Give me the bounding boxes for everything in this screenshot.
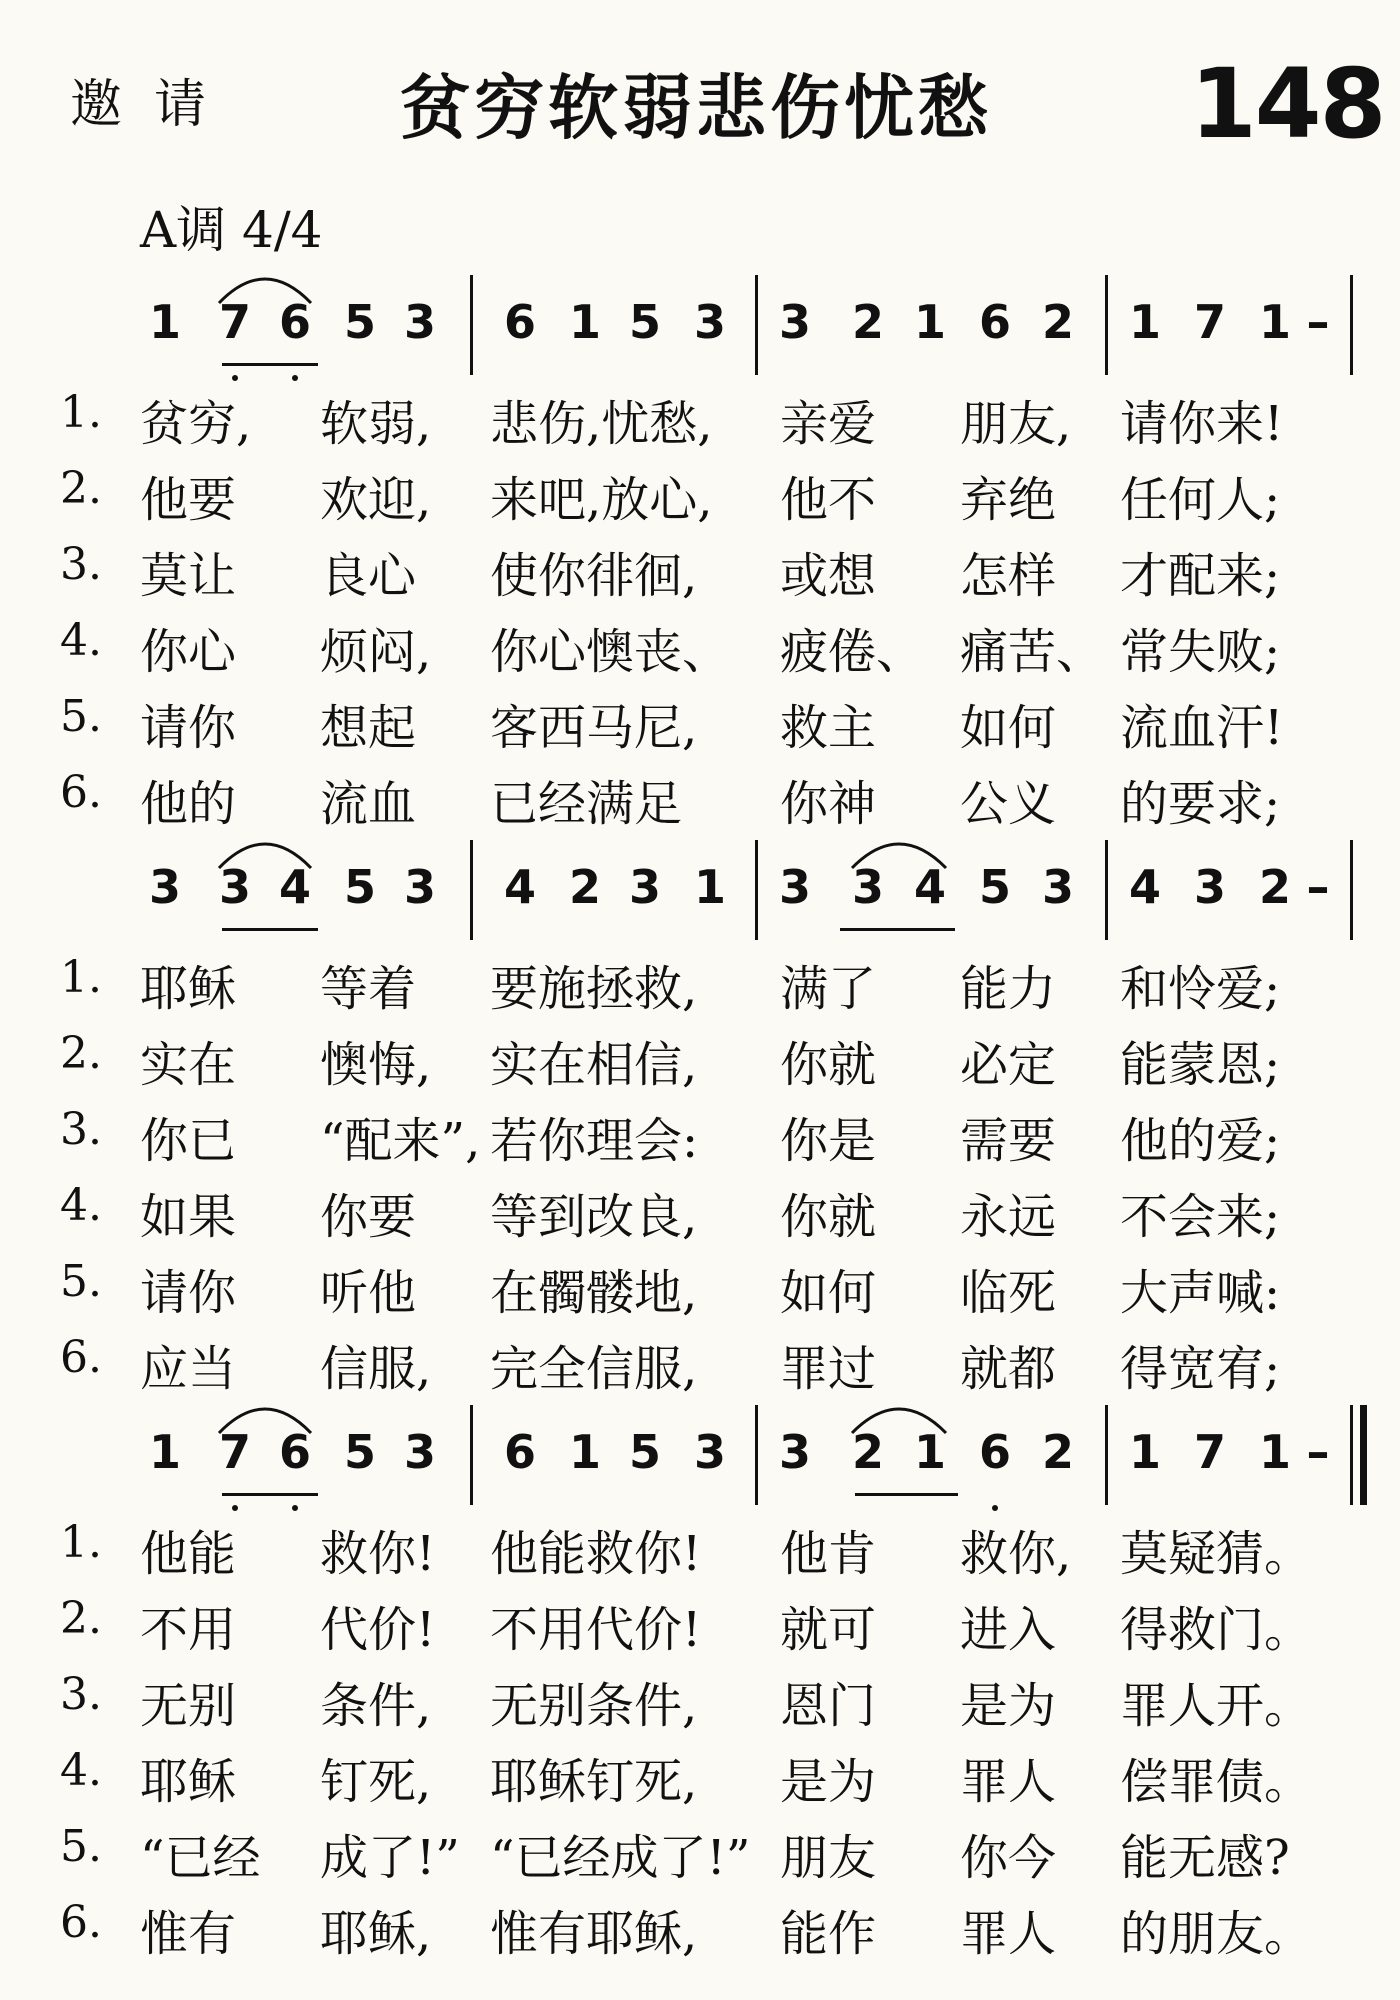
lyric-segment: 不用代价! [490,1602,702,1658]
lyric-segment: 贫穷, [140,396,252,452]
lyric-segment: 听他 [320,1265,417,1321]
lyric-segment: 耶稣 [140,961,237,1017]
lyric-segment: 是为 [780,1754,877,1810]
verse-number: 6. [60,767,102,818]
lyric-segment: 罪人 [960,1906,1057,1962]
lyric-segment: “已经成了!” [490,1830,751,1886]
note: 2 [1041,1425,1074,1479]
note: 2 [851,1425,884,1479]
lyric-segment: 完全信服, [490,1341,698,1397]
lyric-segment: 请你来! [1120,396,1284,452]
beam-underline [222,363,318,366]
note: 7 [1193,295,1226,349]
verse-number: 5. [60,1821,102,1872]
note: 6 [503,295,536,349]
lyric-segment: 等到改良, [490,1189,698,1245]
verse-number: 3. [60,1104,102,1155]
lyric-segment: 不用 [140,1602,237,1658]
lyric-segment: 疲倦、 [780,624,925,680]
lyric-segment: 成了!” [320,1830,460,1886]
note: 5 [628,295,661,349]
verse-number: 5. [60,691,102,742]
barline [1105,1405,1108,1505]
lyric-segment: 已经满足 [490,776,683,832]
slur [848,1395,950,1435]
lyric-segment: 能蒙恩; [1120,1037,1281,1093]
lyric-segment: 耶稣, [320,1906,432,1962]
lyric-segment: 悲伤,忧愁, [490,396,713,452]
lyric-segment: 才配来; [1120,548,1281,604]
lyric-segment: 罪人 [960,1754,1057,1810]
lyric-segment: 就都 [960,1341,1057,1397]
note: 3 [851,860,884,914]
lyric-segment: 他的 [140,776,237,832]
lyric-segment: 公义 [960,776,1057,832]
verse-number: 6. [60,1897,102,1948]
lyric-segment: 来吧,放心, [490,472,713,528]
lyric-segment: 他要 [140,472,237,528]
barline [1105,275,1108,375]
lyric-segment: 你就 [780,1189,877,1245]
lyric-segment: 常失败; [1120,624,1281,680]
lyric-segment: 代价! [320,1602,436,1658]
lyric-segment: 满了 [780,961,877,1017]
note: 3 [1193,860,1226,914]
note: 5 [343,1425,376,1479]
verse-number: 5. [60,1256,102,1307]
lyric-segment: 他的爱; [1120,1113,1281,1169]
verse-number: 4. [60,615,102,666]
barline [470,840,473,940]
lyric-segment: 他肯 [780,1526,877,1582]
lyric-segment: 客西马尼, [490,700,698,756]
lyric-segment: 和怜爱; [1120,961,1281,1017]
lyric-segment: 莫疑猜。 [1120,1526,1313,1582]
note: 1 [568,1425,601,1479]
note: 1 [1128,1425,1161,1479]
lyric-segment: 偿罪债。 [1120,1754,1313,1810]
note: 2 [1258,860,1291,914]
lyric-segment: 的要求; [1120,776,1281,832]
verse-number: 6. [60,1332,102,1383]
note: 1 [1128,295,1161,349]
end-barline [1350,840,1353,940]
note: 7 [218,1425,251,1479]
lyric-segment: 莫让 [140,548,237,604]
lyric-segment: 他不 [780,472,877,528]
lyric-segment: 你神 [780,776,877,832]
slur [848,830,950,870]
barline [755,1405,758,1505]
note: 2 [851,295,884,349]
octave-dot [292,375,298,381]
lyric-segment: 救你, [960,1526,1072,1582]
lyric-segment: 能作 [780,1906,877,1962]
lyric-segment: 不会来; [1120,1189,1281,1245]
note: 3 [148,860,181,914]
verse-number: 3. [60,1669,102,1720]
lyric-segment: 耶稣钉死, [490,1754,698,1810]
note: 3 [218,860,251,914]
barline [755,840,758,940]
note: 1 [1258,295,1291,349]
lyric-segment: 若你理会: [490,1113,699,1169]
note: 3 [628,860,661,914]
octave-dot [992,1505,998,1511]
lyric-segment: 能力 [960,961,1057,1017]
lyric-segment: 信服, [320,1341,432,1397]
note: 1 [693,860,726,914]
lyric-segment: 惟有耶稣, [490,1906,698,1962]
lyric-segment: 怎样 [960,548,1057,604]
verse-number: 1. [60,387,102,438]
lyric-segment: 惟有 [140,1906,237,1962]
end-barline [1350,275,1353,375]
note: 3 [778,1425,811,1479]
verse-number: 4. [60,1745,102,1796]
lyric-segment: 软弱, [320,396,432,452]
lyric-segment: 能无感? [1120,1830,1290,1886]
note: 6 [278,295,311,349]
note: – [1306,860,1330,914]
lyric-segment: 你要 [320,1189,417,1245]
lyric-segment: 烦闷, [320,624,432,680]
lyric-segment: 恩门 [780,1678,877,1734]
lyric-segment: 实在 [140,1037,237,1093]
lyric-segment: 良心 [320,548,417,604]
lyric-segment: 钉死, [320,1754,432,1810]
note: 6 [978,1425,1011,1479]
lyric-segment: 欢迎, [320,472,432,528]
note: 4 [278,860,311,914]
lyric-segment: 使你徘徊, [490,548,698,604]
lyric-segment: 你就 [780,1037,877,1093]
lyric-segment: 得救门。 [1120,1602,1313,1658]
lyric-segment: 想起 [320,700,417,756]
lyric-segment: 在髑髅地, [490,1265,698,1321]
lyric-segment: 如果 [140,1189,237,1245]
lyric-segment: 他能救你! [490,1526,702,1582]
note: 4 [503,860,536,914]
note: 1 [913,295,946,349]
hymn-number: 148 [1190,48,1385,160]
lyric-segment: 等着 [320,961,417,1017]
lyric-segment: 请你 [140,1265,237,1321]
note: 7 [1193,1425,1226,1479]
octave-dot [292,1505,298,1511]
lyric-segment: 或想 [780,548,877,604]
note: 1 [1258,1425,1291,1479]
lyric-segment: 耶稣 [140,1754,237,1810]
note: 6 [278,1425,311,1479]
category-label: 邀请 [70,75,239,135]
verse-number: 1. [60,1517,102,1568]
note: 1 [148,1425,181,1479]
slur [215,1395,315,1435]
barline [755,275,758,375]
lyric-segment: 你心 [140,624,237,680]
lyric-segment: 大声喊: [1120,1265,1281,1321]
lyric-segment: 罪人开。 [1120,1678,1313,1734]
verse-number: 1. [60,952,102,1003]
lyric-segment: “已经 [140,1830,261,1886]
lyric-segment: 就可 [780,1602,877,1658]
lyric-segment: 临死 [960,1265,1057,1321]
lyric-segment: 流血汗! [1120,700,1284,756]
lyric-segment: 应当 [140,1341,237,1397]
lyric-segment: 救你! [320,1526,436,1582]
lyric-segment: 你已 [140,1113,237,1169]
note: 4 [1128,860,1161,914]
verse-number: 2. [60,463,102,514]
lyric-segment: 朋友, [960,396,1072,452]
lyric-segment: 救主 [780,700,877,756]
note: 2 [1041,295,1074,349]
octave-dot [232,1505,238,1511]
lyric-segment: 实在相信, [490,1037,698,1093]
beam-underline [840,928,955,931]
lyric-segment: 罪过 [780,1341,877,1397]
lyric-segment: 如何 [780,1265,877,1321]
lyric-segment: 需要 [960,1113,1057,1169]
lyric-segment: 的朋友。 [1120,1906,1313,1962]
slur [215,265,315,305]
lyric-segment: 弃绝 [960,472,1057,528]
note: 5 [628,1425,661,1479]
lyric-segment: 条件, [320,1678,432,1734]
lyric-segment: 亲爱 [780,396,877,452]
barline [470,1405,473,1505]
lyric-segment: 是为 [960,1678,1057,1734]
note: 1 [148,295,181,349]
note: – [1306,295,1330,349]
key-signature: A调 4/4 [140,201,323,259]
lyric-segment: 无别条件, [490,1678,698,1734]
lyric-segment: 得宽宥; [1120,1341,1281,1397]
lyric-segment: 朋友 [780,1830,877,1886]
verse-number: 3. [60,539,102,590]
slur [215,830,315,870]
lyric-segment: 如何 [960,700,1057,756]
note: 6 [978,295,1011,349]
note: 3 [1041,860,1074,914]
lyric-segment: 无别 [140,1678,237,1734]
lyric-segment: 永远 [960,1189,1057,1245]
lyric-segment: 流血 [320,776,417,832]
verse-number: 2. [60,1593,102,1644]
lyric-segment: 进入 [960,1602,1057,1658]
note: 1 [913,1425,946,1479]
lyric-segment: 你是 [780,1113,877,1169]
beam-underline [855,1493,958,1496]
lyric-segment: 痛苦、 [960,624,1105,680]
end-barline [1350,1405,1353,1505]
note: 3 [778,860,811,914]
lyric-segment: 你今 [960,1830,1057,1886]
octave-dot [232,375,238,381]
note: – [1306,1425,1330,1479]
verse-number: 4. [60,1180,102,1231]
barline [1105,840,1108,940]
lyric-segment: 你心懊丧、 [490,624,731,680]
lyric-segment: 请你 [140,700,237,756]
lyric-segment: 他能 [140,1526,237,1582]
lyric-segment: 必定 [960,1037,1057,1093]
lyric-segment: 要施拯救, [490,961,698,1017]
note: 3 [778,295,811,349]
beam-underline [222,1493,318,1496]
note: 7 [218,295,251,349]
note: 5 [343,860,376,914]
note: 6 [503,1425,536,1479]
note: 4 [913,860,946,914]
verse-number: 2. [60,1028,102,1079]
note: 5 [343,295,376,349]
final-barline [1360,1405,1367,1505]
note: 3 [693,1425,726,1479]
lyric-segment: 懊悔, [320,1037,432,1093]
lyric-segment: “配来”, [320,1113,481,1169]
barline [470,275,473,375]
hymn-title: 贫穷软弱悲伤忧愁 [400,67,992,149]
note: 3 [403,860,436,914]
beam-underline [222,928,318,931]
lyric-segment: 任何人; [1120,472,1281,528]
note: 3 [403,1425,436,1479]
note: 3 [693,295,726,349]
note: 2 [568,860,601,914]
note: 5 [978,860,1011,914]
note: 3 [403,295,436,349]
note: 1 [568,295,601,349]
